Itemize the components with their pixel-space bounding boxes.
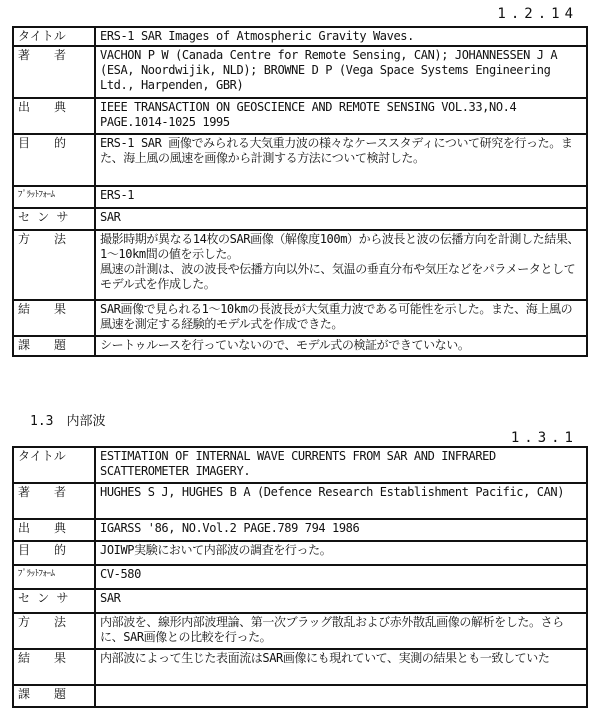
row-value: HUGHES S J, HUGHES B A (Defence Research Establishment Pacific, CAN) <box>95 483 587 519</box>
row-value: SAR <box>95 589 587 613</box>
row-value: JOIWP実験において内部波の調査を行った。 <box>95 541 587 565</box>
row-purpose <box>13 541 587 565</box>
row-label: タイトル <box>13 27 95 46</box>
row-label: 出 典 <box>13 519 95 541</box>
entry-reference-number: 1.3.1 <box>510 430 578 446</box>
row-source <box>13 98 587 134</box>
row-label: 結 果 <box>13 649 95 685</box>
row-label: 方 法 <box>13 613 95 649</box>
row-label: セ ン サ <box>13 589 95 613</box>
row-platform <box>13 186 587 208</box>
row-label: 課 題 <box>13 685 95 707</box>
row-purpose <box>13 134 587 186</box>
row-value: SAR <box>95 208 587 230</box>
row-label: ﾌﾟﾗｯﾄﾌｫｰﾑ <box>13 186 95 208</box>
row-value <box>95 685 587 707</box>
entry-card <box>12 446 588 708</box>
entry-card <box>12 26 588 357</box>
row-value: ERS-1 <box>95 186 587 208</box>
row-value: シートゥルースを行っていないので、モデル式の検証ができていない。 <box>95 336 587 356</box>
row-label: 結 果 <box>13 300 95 336</box>
row-authors <box>13 483 587 519</box>
row-title <box>13 447 587 483</box>
row-results <box>13 649 587 685</box>
row-value: 内部波を、線形内部波理論、第一次ブラッグ散乱および赤外散乱画像の解析をした。さらに、SAR画像との比較を行った。 <box>95 613 587 649</box>
row-label: 出 典 <box>13 98 95 134</box>
row-results <box>13 300 587 336</box>
row-method <box>13 230 587 300</box>
row-value: IEEE TRANSACTION ON GEOSCIENCE AND REMOTE SENSING VOL.33,NO.4 PAGE.1014-1025 1995 <box>95 98 587 134</box>
row-value: 内部波によって生じた表面流はSAR画像にも現れていて、実測の結果とも一致していた <box>95 649 587 685</box>
row-label: 方 法 <box>13 230 95 300</box>
row-value: ERS-1 SAR Images of Atmospheric Gravity Waves. <box>95 27 587 46</box>
row-value: VACHON P W (Canada Centre for Remote Sensing, CAN); JOHANNESSEN J A (ESA, Noordwijik, NLD); BROWNE D P (Vega Space Systems Engineering Ltd., Harpenden, GBR) <box>95 46 587 98</box>
row-value: IGARSS '86, NO.Vol.2 PAGE.789 794 1986 <box>95 519 587 541</box>
row-value: CV-580 <box>95 565 587 589</box>
row-authors <box>13 46 587 98</box>
row-label: 課 題 <box>13 336 95 356</box>
row-label: タイトル <box>13 447 95 483</box>
row-platform <box>13 565 587 589</box>
section-heading: 1.3 内部波 <box>30 414 106 429</box>
row-label: 目 的 <box>13 541 95 565</box>
row-label: 著 者 <box>13 46 95 98</box>
row-label: ﾌﾟﾗｯﾄﾌｫｰﾑ <box>13 565 95 589</box>
row-value: SAR画像で見られる1〜10kmの長波長が大気重力波である可能性を示した。また、海上風の風速を測定する経験的モデル式を作成できた。 <box>95 300 587 336</box>
row-sensor <box>13 589 587 613</box>
row-issues <box>13 336 587 356</box>
row-title <box>13 27 587 46</box>
row-method <box>13 613 587 649</box>
row-value: ERS-1 SAR 画像でみられる大気重力波の様々なケーススタディについて研究を行った。また、海上風の風速を画像から計測する方法について検討した。 <box>95 134 587 186</box>
row-sensor <box>13 208 587 230</box>
row-value: 撮影時期が異なる14枚のSAR画像（解像度100m）から波長と波の伝播方向を計測した結果、1〜10km間の値を示した。 風速の計測は、波の波長や伝播方向以外に、気温の垂直分布や気圧などをパラメータとしてモデル式を作成した。 <box>95 230 587 300</box>
row-label: セ ン サ <box>13 208 95 230</box>
row-source <box>13 519 587 541</box>
row-label: 目 的 <box>13 134 95 186</box>
row-issues <box>13 685 587 707</box>
row-value: ESTIMATION OF INTERNAL WAVE CURRENTS FROM SAR AND INFRARED SCATTEROMETER IMAGERY. <box>95 447 587 483</box>
entry-reference-number: 1.2.14 <box>497 6 578 22</box>
row-label: 著 者 <box>13 483 95 519</box>
